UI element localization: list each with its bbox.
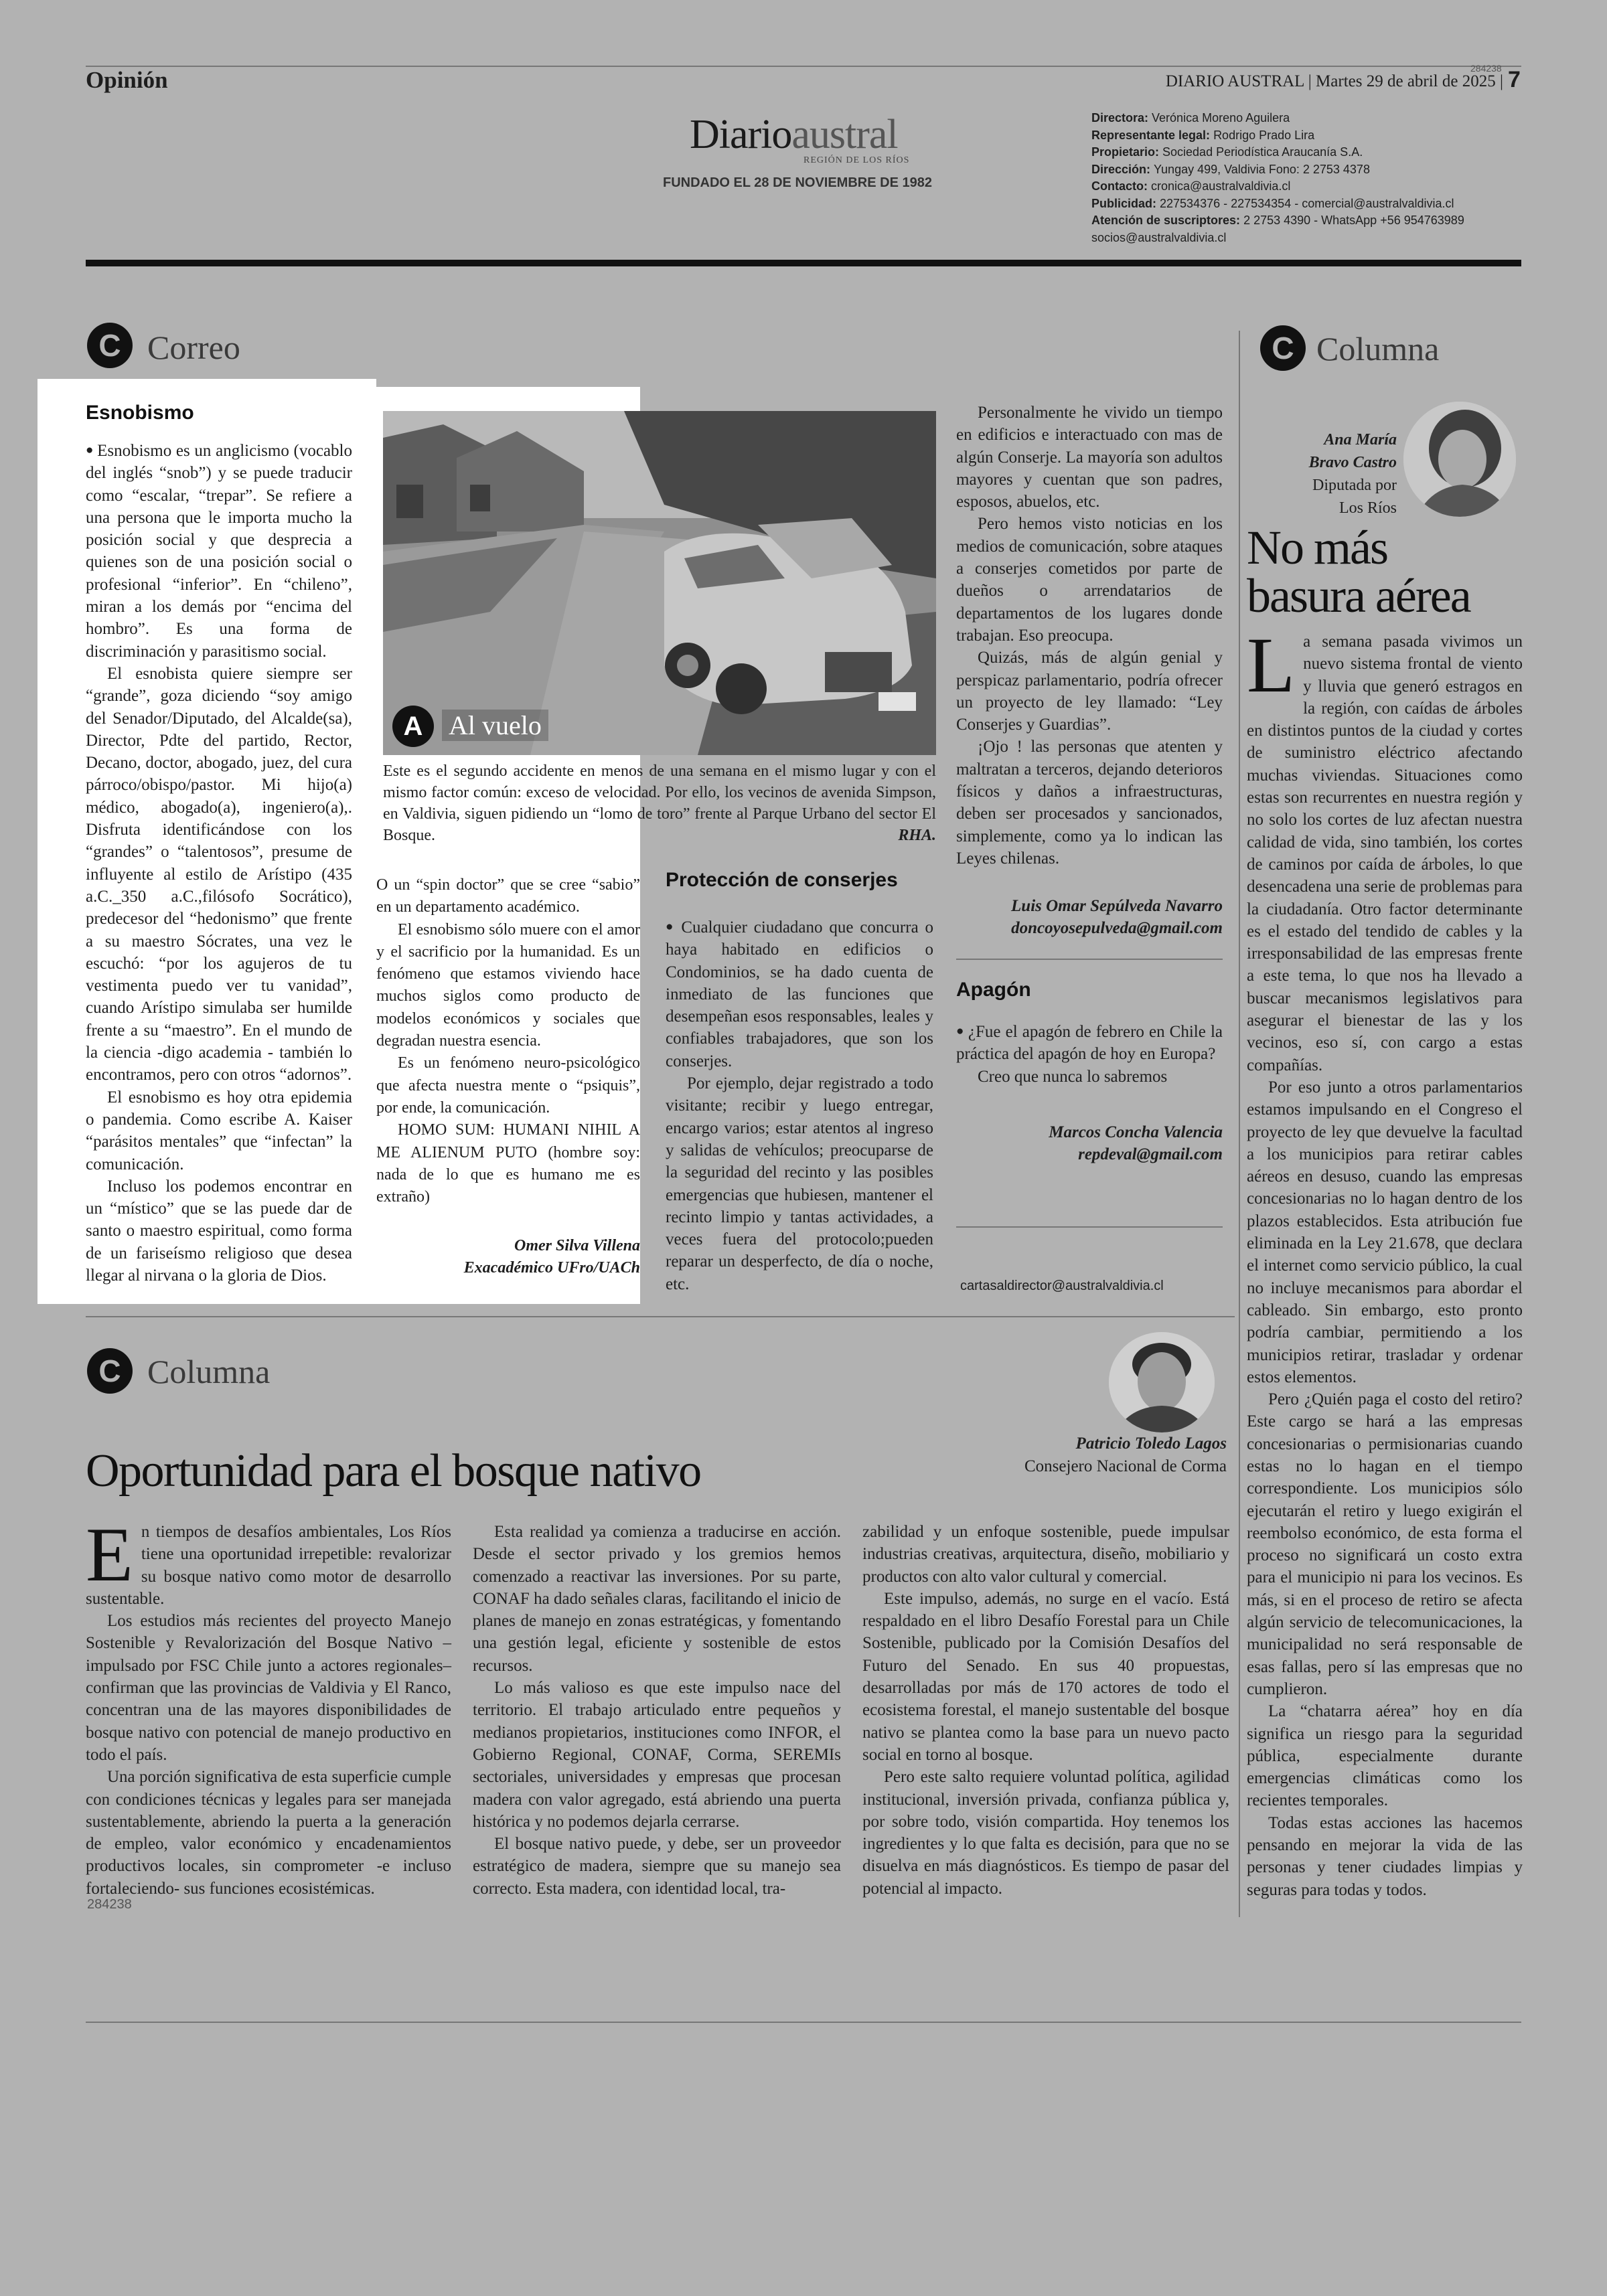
masthead-value: cronica@australvaldivia.cl <box>1151 179 1291 193</box>
apagon-paragraph: Creo que nunca lo sabremos <box>978 1067 1168 1086</box>
correo-label: Correo <box>147 329 240 366</box>
esnobismo-paragraph: El esnobista quiere siempre ser “grande”, goza diciendo “soy amigo del Senador/Diputado, del Alcalde(sa), Director, Pdte del partido, Rector, Decano, doctor, abogado, juez, del cura párroco/obispo/pastor. Mi hijo(a) médico, abogado(a), ingeniero(a),. Disfruta identificándose con los “grandes” o “talentosos”, presume de influyente al estilo de Arístipo (435 a.C._350 a.C.,filósofo Socrático), predecesor del “hedonismo” que frente a su maestro Sócrates, una vez le escuchó: “por los agujeros de tu vestimenta puedo ver tu vanidad”, cuando Arístipo simulaba ser humilde frente a su “maestro”. En el mundo de la ciencia -digo academia - también lo encontramos, pero con otros “adornos”. <box>86 664 352 1084</box>
masthead-label: Contacto: <box>1091 179 1151 193</box>
masthead-value: Verónica Moreno Aguilera <box>1152 111 1290 125</box>
esnobismo-continuation <box>376 874 640 1279</box>
section-name: Opinión <box>86 67 168 93</box>
columna-bottom-paragraph: Los estudios más recientes del proyecto Manejo Sostenible y Revalorización del Bosque Nativo –impulsado por FSC Chile junto a actores regionales– confirman que las provincias de Valdivia y El Ranco, concentran una de las mayores disponibilidades de bosque nativo con potencial de manejo productivo en todo el país. <box>86 1612 451 1764</box>
esnobismo-paragraph: El esnobismo es hoy otra epidemia o pandemia. Como escribe A. Kaiser “parásitos mentales” que “infectan” la comunicación. <box>86 1088 352 1173</box>
masthead-value: socios@australvaldivia.cl <box>1091 230 1227 244</box>
edition-date: Martes 29 de abril de 2025 <box>1316 72 1496 90</box>
conserjes-email: doncoyosepulveda@gmail.com <box>1011 919 1223 938</box>
conserjes-author: Luis Omar Sepúlveda Navarro <box>1011 897 1223 916</box>
columna-right-label: Columna <box>1316 330 1440 367</box>
esnobismo-title: Esnobismo <box>86 402 194 424</box>
author-name: Patricio Toledo Lagos <box>1075 1434 1227 1453</box>
columna-bottom-paragraph: El bosque nativo puede, y debe, ser un proveedor estratégico de madera, siempre que su manejo sea correcto. Esta madera, con identidad local, tra- <box>473 1835 841 1898</box>
bottom-stamp: 284238 <box>87 1897 132 1912</box>
columna-bottom-paragraph: Pero este salto requiere voluntad política, agilidad institucional, inversión privada, confianza pública y, por sobre todo, visión compartida. Hoy tenemos los ingredientes y lo que falta es decisión, para que no se disuelva en más diagnósticos. Es tiempo de pasar del potencial al impacto. <box>862 1768 1229 1898</box>
conserjes-paragraph: Quizás, más de algún genial y perspicaz parlamentario, podría ofrecer un proyecto de ley llamado: “Ley Conserjes y Guardias”. <box>956 649 1223 734</box>
columna-right-body <box>1247 621 1523 1901</box>
masthead-line <box>1091 178 1520 195</box>
columna-right-author <box>1252 428 1397 519</box>
columna-right-author-photo <box>1403 402 1516 517</box>
conserjes-letter <box>666 869 933 1295</box>
masthead-line <box>1091 212 1520 230</box>
masthead-line <box>1091 230 1520 247</box>
columna-right-paragraph: La “chatarra aérea” hoy en día significa un riesgo para la seguridad pública, especialmente durante emergencias climáticas como los recientes temporales. <box>1247 1702 1523 1810</box>
esnobismo-author-title: Exacadémico UFro/UACh <box>463 1259 640 1277</box>
columna-right-icon: C <box>1260 325 1306 371</box>
columna-bottom-paragraph: Esta realidad ya comienza a traducirse en acción. Desde el sector privado y los gremios hemos comenzado a reactivar las inversiones. Por su parte, CONAF ha dado señales claras, facilitando el inicio de planes de manejo en zonas estratégicas, y fomentando una gestión legal, eficiente y sostenible de estos recursos. <box>473 1523 841 1675</box>
esnobismo-paragraph: Incluso los podemos encontrar en un “místico” que se las puede dar de santo o maestro espiritual, como forma de un fariseísmo religioso que desea llegar al nirvana o la gloria de Dios. <box>86 1177 352 1285</box>
header-top-rule <box>86 66 1521 67</box>
columna-bottom-icon: C <box>87 1348 133 1394</box>
conserjes-continuation <box>956 402 1223 939</box>
letters-contact-email: cartasaldirector@australvaldivia.cl <box>960 1279 1164 1293</box>
author-portrait-icon <box>1109 1332 1215 1432</box>
columna-bottom-col3 <box>862 1521 1229 1900</box>
title-line: basura aérea <box>1247 569 1470 623</box>
columna-bottom-paragraph: n tiempos de desafíos ambientales, Los Ríos tiene una oportunidad irrepetible: revalorizar su bosque nativo como motor de desarrollo sustentable. <box>86 1523 451 1608</box>
masthead-value: 227534376 - 227534354 - comercial@australvaldivia.cl <box>1160 196 1454 210</box>
columna-bottom-col1 <box>86 1512 451 1900</box>
columna-bottom-paragraph: zabilidad y un enfoque sostenible, puede impulsar industrias creativas, arquitectura, diseño, mobiliario y productos con alto valor cultural y comercial. <box>862 1523 1229 1586</box>
masthead-credits <box>1091 110 1520 246</box>
apagon-email: repdeval@gmail.com <box>1078 1145 1223 1163</box>
esnobismo-paragraph: Es un fenómeno neuro-psicológico que afecta nuestra mente o “psiquis”, por ende, la comunicación. <box>376 1054 640 1117</box>
al-vuelo-badge: A <box>392 706 434 747</box>
apagon-author: Marcos Concha Valencia <box>1049 1123 1223 1141</box>
masthead-line <box>1091 127 1520 145</box>
dropcap-e: E <box>86 1512 133 1598</box>
masthead-label: Propietario: <box>1091 145 1163 159</box>
logo-main: Diario <box>690 112 792 157</box>
photo-credit: RHA. <box>898 827 936 844</box>
esnobismo-paragraph: El esnobismo sólo muere con el amor y el sacrificio por la humanidad. Es un fenómeno que estamos viviendo hace muchos siglos como producto de modelos económicos y sociales que degradan nuestra esencia. <box>376 920 640 1050</box>
author-portrait-icon <box>1403 402 1516 517</box>
accident-photo-image <box>383 411 936 755</box>
esnobismo-letter <box>86 402 352 1287</box>
columna-bottom-label: Columna <box>147 1353 271 1390</box>
header-heavy-rule <box>86 260 1521 266</box>
right-column-divider <box>1239 331 1240 1917</box>
edition-line: DIARIO AUSTRAL | Martes 29 de abril de 2025 | <box>1165 72 1503 90</box>
masthead-value: 2 2753 4390 - WhatsApp +56 954763989 <box>1243 214 1464 227</box>
author-role: Consejero Nacional de Corma <box>1024 1457 1227 1475</box>
columna-bottom-title: Oportunidad para el bosque nativo <box>86 1445 701 1497</box>
accident-photo <box>383 411 936 755</box>
author-region: Los Ríos <box>1338 499 1397 517</box>
esnobismo-author: Omer Silva Villena <box>514 1237 640 1255</box>
author-first-name: Ana María <box>1324 431 1397 448</box>
conserjes-paragraph: Personalmente he vivido un tiempo en edificios e interactuado con mas de algún Conserje. La mayoría son adultos mayores y cuentan que son padres, esposos, abuelos, etc. <box>956 404 1223 511</box>
columna-bottom-author <box>937 1432 1227 1478</box>
logo <box>690 112 898 157</box>
masthead-label: Dirección: <box>1091 162 1154 176</box>
logo-subtitle: REGIÓN DE LOS RÍOS <box>804 155 910 165</box>
paper-name: DIARIO AUSTRAL <box>1165 72 1304 90</box>
masthead-value: Yungay 499, Valdivia Fono: 2 2753 4378 <box>1154 162 1370 176</box>
photo-caption-text: Este es el segundo accidente en menos de una semana en el mismo lugar y con el mismo factor común: exceso de velocidad. Por ello, los vecinos de avenida Simpson, en Valdivia, siguen pidiendo un “lomo de toro” frente al Parque Urbano del sector El Bosque. <box>383 762 936 844</box>
esnobismo-paragraph: HOMO SUM: HUMANI NIHIL A ME ALIENUM PUTO (hombre soy: nada de lo que es humano me es extraño) <box>376 1121 640 1206</box>
esnobismo-body <box>86 439 352 1287</box>
conserjes-paragraph: ● Cualquier ciudadano que concurra o haya habitado en edificios o Condominios, se ha dado cuenta de inmediato de las funciones que desempeñan esos responsables, leales y confiables trabajadores, que son los conserjes. <box>666 916 933 1072</box>
author-last-name: Bravo Castro <box>1308 454 1397 471</box>
columna-bottom-paragraph: Una porción significativa de esta superficie cumple con condiciones técnicas y legales para ser manejada sustentablemente, abriendo la puerta a la generación de empleo, valor económico y encadenamientos productivos locales, sin comprometer -e incluso fortaleciendo- sus funciones ecosistémicas. <box>86 1768 451 1898</box>
masthead-label: Representante legal: <box>1091 128 1214 142</box>
conserjes-paragraph: ¡Ojo ! las personas que atenten y maltratan a terceros, dejando deterioros físicos y daños a infraestructuras, deben ser procesados y sancionados, simplemente, como ya lo indican las Leyes chilenas. <box>956 738 1223 868</box>
author-role: Diputada por <box>1312 477 1397 494</box>
masthead-line <box>1091 161 1520 179</box>
masthead-line <box>1091 110 1520 127</box>
columna-right-paragraph: a semana pasada vivimos un nuevo sistema frontal de viento y lluvia que generó estragos en la región, con caídas de árboles en distintos puntos de la ciudad y cortes de suministro eléctrico afectando muchas viviendas. Situaciones como estas son recurrentes en nuestra región y no solo los cortes de luz afectan nuestra calidad de vida, sino también, los cortes de caminos por caída de árboles, lo que desencadena una serie de problemas para la ciudadanía. Otro factor determinante es el estado del tendido de cables y la irresponsabilidad de las empresas frente a este tema, lo que nos ha llevado a buscar mecanismos legislativos para asegurar el bienestar de las y los vecinos, eso sí, con cargo a estas compañías. <box>1247 633 1523 1074</box>
masthead-line <box>1091 195 1520 213</box>
dropcap-l: L <box>1247 621 1296 709</box>
masthead-label: Atención de suscriptores: <box>1091 214 1244 227</box>
masthead-line <box>1091 144 1520 161</box>
al-vuelo-label: Al vuelo <box>442 710 548 741</box>
apagon-letter <box>956 979 1223 1165</box>
columna-bottom-paragraph: Este impulso, además, no surge en el vacío. Está respaldado en el libro Desafío Forestal para un Chile Sostenible, publicado por la Comisión Desafíos del Futuro del Senado. En sus 40 propuestas, desarrolladas por más de 170 actores de todo el ecosistema forestal, el manejo sustentable del bosque nativo se plantea como la base para un nuevo pacto social en torno al bosque. <box>862 1589 1229 1764</box>
apagon-paragraph: ● ¿Fue el apagón de febrero en Chile la práctica del apagón de hoy en Europa? <box>956 1020 1223 1066</box>
logo-accent: austral <box>791 112 898 157</box>
founded-line: FUNDADO EL 28 DE NOVIEMBRE DE 1982 <box>663 175 932 190</box>
footer-rule <box>86 2022 1521 2023</box>
masthead-value: Rodrigo Prado Lira <box>1213 128 1315 142</box>
columna-right-paragraph: Por eso junto a otros parlamentarios estamos impulsando en el Congreso el proyecto de ley que devuelve la facultad a los municipios para retirar cables aéreos en desuso, cuando las empresas concesionarias no lo hagan dentro de los plazos establecidos. Esta atribución fue eliminada en la Ley 21.678, que declara el internet como servicio público, la cual no incluye mecanismos para abordar el cableado. Sin embargo, esto pronto podría cambiar, permitiendo a los municipios retirar, trasladar y ordenar estos elementos. <box>1247 1078 1523 1386</box>
columna-right-paragraph: Pero ¿Quién paga el costo del retiro? Este cargo se hará a las empresas concesionarias o permisionarias cuando estas no lo hagan en el tiempo correspondiente. Los municipios sólo ejecutarán el retiro y luego exigirán el reembolso económico, de esta forma el proceso no significará un costo extra para el municipio ni para los vecinos. Es más, si en el proceso de retiro se afecta algún servicio de telecomunicaciones, la municipalidad no será responsable de esas fallas, pero sí las empresas que no cumplieron. <box>1247 1390 1523 1698</box>
correo-icon: C <box>87 323 133 368</box>
apagon-title: Apagón <box>956 979 1031 1001</box>
page-stamp: 284238 <box>1470 63 1502 74</box>
photo-caption <box>383 760 936 846</box>
masthead-label: Publicidad: <box>1091 196 1160 210</box>
esnobismo-paragraph: O un “spin doctor” que se cree “sabio” en un departamento académico. <box>376 876 640 916</box>
title-line: No más <box>1247 521 1387 574</box>
esnobismo-paragraph: ● Esnobismo es un anglicismo (vocablo del inglés “snob”) y se puede traducir como “escalar, “trepar”. Se refiere a una persona que le importa mucho la posición social y que desprecia a quienes son de una posición social o profesional “inferior”. En “chileno”, miran a los demás por “encima del hombro”. Es una forma de discriminación y parasitismo social. <box>86 439 352 663</box>
conserjes-title: Protección de conserjes <box>666 869 898 891</box>
columna-right-title <box>1247 521 1528 623</box>
columna-bottom-col2 <box>473 1521 841 1900</box>
columna-right-paragraph: Todas estas acciones las hacemos pensando en mejorar la vida de las personas y tener ciudades limpias y seguras para todas y todos. <box>1247 1813 1523 1899</box>
masthead-value: Sociedad Periodística Araucanía S.A. <box>1162 145 1363 159</box>
conserjes-paragraph: Por ejemplo, dejar registrado a todo visitante; recibir y luego entregar, encargo varios; estar atentos al ingreso y salidas de vehículos; preocuparse de la seguridad del recinto y las posibles emergencias que hubiesen, mantener el recinto limpio y tantas actividades, a veces fuera del protocolo;pueden reparar un desperfecto, de día o noche, etc. <box>666 1074 933 1293</box>
conserjes-paragraph: Pero hemos visto noticias en los medios de comunicación, sobre ataques a conserjes cometidos por parte de dueños o arrendatarios de departamentos de los lugares donde trabajan. Eso preocupa. <box>956 515 1223 645</box>
masthead-label: Directora: <box>1091 111 1152 125</box>
columna-bottom-paragraph: Lo más valioso es que este impulso nace del territorio. El trabajo articulado entre pequeños y medianos propietarios, instituciones como INFOR, el Gobierno Regional, CONAF, Corma, SEREMIs sectoriales, universidades y empresas que procesan madera con valor agregado, está abriendo una puerta histórica y no podemos dejarla cerrarse. <box>473 1679 841 1831</box>
columna-bottom-author-photo <box>1109 1332 1215 1432</box>
page-number: 7 <box>1508 67 1521 92</box>
